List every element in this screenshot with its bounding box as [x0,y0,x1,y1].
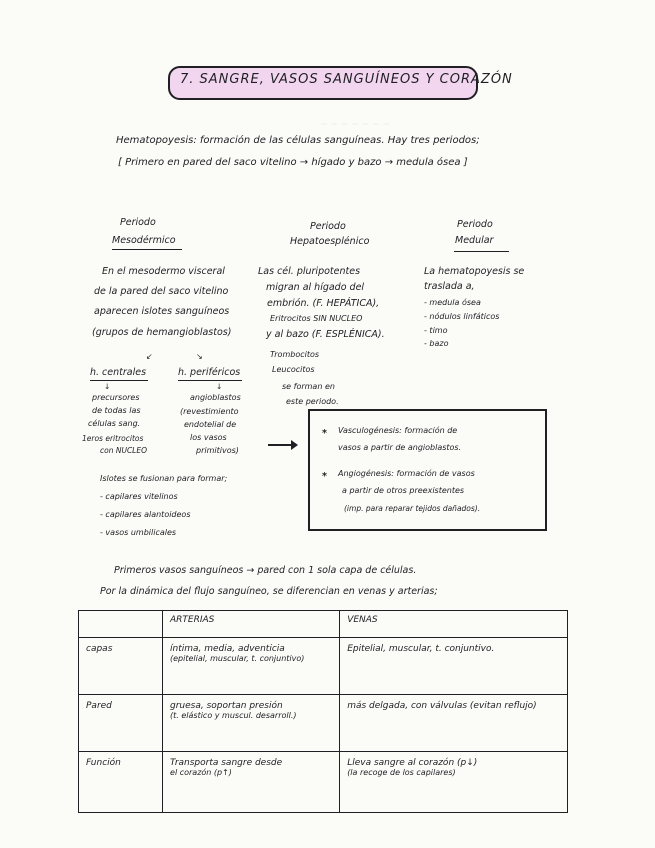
vessels-line-1: Primeros vasos sanguíneos → pared con 1 sola capa de células. [114,565,417,576]
angiogenesis-line-2: a partir de otros preexistentes [342,486,465,495]
hepato-line: migran al hígado del [266,282,365,293]
intro-line-1: Hematopoyesis: formación de las células sanguíneas. Hay tres periodos; [116,135,480,146]
table-header-cell [79,611,163,638]
medular-line: La hematopoyesis se [424,266,525,277]
arterias-cell-text: (t. elástico y muscul. desarroll.) [170,711,297,720]
vasculogenesis-line-2: vasos a partir de angioblastos. [338,443,462,452]
venas-cell-text: (la recoge de los capilares) [347,768,456,777]
venas-cell: Epitelial, muscular, t. conjuntivo. [340,638,568,695]
period-1-label: Periodo [120,217,156,228]
intro-line-2: [ Primero en pared del saco vitelino → hígado y bazo → medula ósea ] [118,157,468,168]
hepato-line: este periodo. [286,397,339,406]
perifericos-line: los vasos [190,433,227,442]
islotes-line: - vasos umbilicales [100,528,177,537]
venas-cell: más delgada, con válvulas (evitan reflujo) [340,695,568,752]
bullet-icon: * [322,471,327,482]
period-1-underline [112,249,182,250]
mesodermico-line: aparecen islotes sanguíneos [94,306,230,317]
branch-arrow-left: ↙ [146,352,153,361]
down-arrow-icon: ↓ [216,382,223,391]
perifericos-line: primitivos) [196,446,239,455]
table-header-row [79,611,568,638]
table-row [79,752,568,813]
medular-line: - timo [424,326,448,335]
perifericos-label: h. periféricos [178,367,241,378]
islotes-line: Islotes se fusionan para formar; [100,474,228,483]
perifericos-line: (revestimiento [180,407,239,416]
period-2-name: Hepatoesplénico [290,236,370,247]
table-row [79,695,568,752]
hepato-line: Eritrocitos SIN NUCLEO [270,314,363,323]
centrales-line: células sang. [88,419,141,428]
period-2-label: Periodo [310,221,346,232]
arterias-cell-text: íntima, media, adventicia [170,644,285,654]
perifericos-underline [178,380,242,381]
hepato-line: embrión. (F. HEPÁTICA), [267,298,380,309]
hepato-line: Leucocitos [272,365,315,374]
period-3-underline [454,251,509,252]
bullet-icon: * [322,428,327,439]
centrales-line: 1eros eritrocitos [82,434,144,443]
row-label: capas [79,638,163,695]
period-3-name: Medular [455,235,494,246]
centrales-underline [90,380,148,381]
centrales-line: precursores [92,393,140,402]
islotes-line: - capilares alantoideos [100,510,191,519]
centrales-label: h. centrales [90,367,147,378]
bleed-through-texture: ~ ~ ~ ~ ~ ~ ~ [320,120,390,130]
vasculogenesis-line-1: Vasculogénesis: formación de [338,426,458,435]
arterias-cell-text: (epitelial, muscular, t. conjuntivo) [170,654,305,663]
comparison-table [78,610,568,813]
period-3-label: Periodo [457,219,493,230]
table-row [79,638,568,695]
mesodermico-line: de la pared del saco vitelino [94,286,229,297]
mesodermico-line: En el mesodermo visceral [102,266,225,277]
arterias-cell-text: gruesa, soportan presión [170,701,283,711]
branch-arrow-right: ↘ [196,352,203,361]
centrales-line: con NUCLEO [100,446,148,455]
islotes-line: - capilares vitelinos [100,492,178,501]
arterias-cell-text: Transporta sangre desde [170,758,283,768]
row-label: Pared [79,695,163,752]
row-label: Función [79,752,163,813]
medular-line: traslada a, [424,281,475,292]
arrow-right-icon [268,444,296,446]
venas-cell [340,752,568,813]
perifericos-line: endotelial de [184,420,237,429]
arterias-cell [163,638,340,695]
period-1-name: Mesodérmico [112,235,176,246]
medular-line: - bazo [424,339,449,348]
vessels-line-2: Por la dinámica del flujo sanguíneo, se diferencian en venas y arterias; [100,586,438,597]
centrales-line: de todas las [92,406,141,415]
perifericos-line: angioblastos [190,393,241,402]
table-header-venas: VENAS [340,611,568,638]
medular-line: - medula ósea [424,298,481,307]
hepato-line: y al bazo (F. ESPLÉNICA). [266,329,385,340]
arterias-cell [163,752,340,813]
table-header-arterias: ARTERIAS [163,611,340,638]
medular-line: - nódulos linfáticos [424,312,500,321]
arterias-cell [163,695,340,752]
mesodermico-line: (grupos de hemangioblastos) [92,327,232,338]
venas-cell-text: Lleva sangre al corazón (p↓) [347,758,478,768]
hepato-line: Trombocitos [270,350,320,359]
hepato-line: Las cél. pluripotentes [258,266,361,277]
hepato-line: se forman en [282,382,335,391]
page-title: 7. SANGRE, VASOS SANGUÍNEOS Y CORAZÓN [180,72,513,87]
angiogenesis-line-3: (imp. para reparar tejidos dañados). [344,504,481,513]
angiogenesis-line-1: Angiogénesis: formación de vasos [338,469,475,478]
down-arrow-icon: ↓ [104,382,111,391]
arterias-cell-text: el corazón (p↑) [170,768,232,777]
